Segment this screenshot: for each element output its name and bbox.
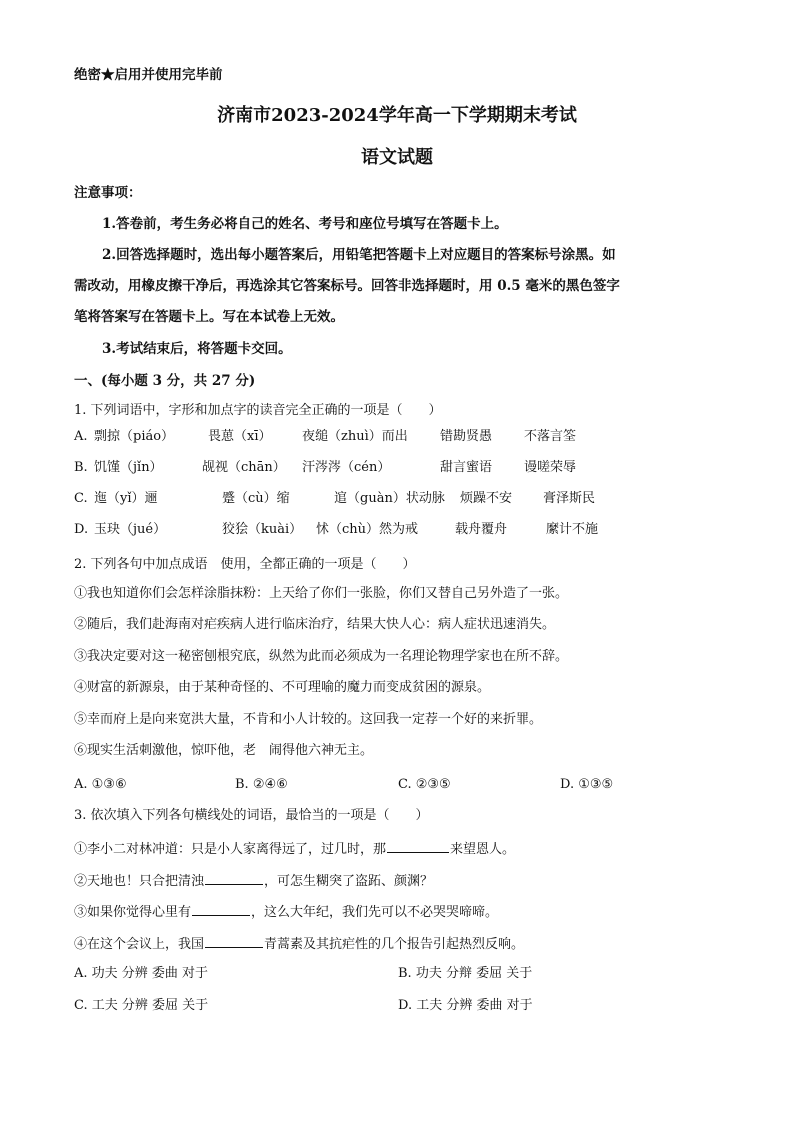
- notes-heading: 注意事项：: [74, 185, 142, 201]
- q3-sentence-4: [74, 934, 524, 954]
- q1-option-b-item: 谩嗟荣辱: [524, 460, 577, 475]
- q2-option-a: A. ①③⑥: [74, 777, 127, 792]
- q1-option-b-item: 饥馑（jǐn）: [94, 460, 163, 475]
- q1-option-a-item: 不落言筌: [524, 429, 577, 444]
- q3-sentence-1: [74, 839, 515, 859]
- q1-option-b-item: 觇视（chān）: [202, 460, 286, 475]
- exam-subtitle: 语文试题: [361, 147, 433, 168]
- q3-option-c: C. 工夫 分辨 委屈 关于: [74, 998, 209, 1013]
- q3-blank-3: [192, 902, 250, 916]
- notes-item-2-line-2: 需改动，用橡皮擦干净后，再选涂其它答案标号。回答非选择题时，用 0.5 毫米的黑色签字: [74, 278, 620, 294]
- notes-item-2-line-1: 2.回答选择题时，选出每小题答案后，用铅笔把答题卡上对应题目的答案标号涂黑。如: [102, 247, 616, 263]
- q3-sentence-3-pre: ③如果你觉得心里有: [74, 905, 192, 920]
- q1-stem: 1. 下列词语中，字形和加点字的读音完全正确的一项是（ ）: [74, 403, 442, 418]
- confidential-label: 绝密★启用并使用完毕前: [74, 67, 223, 83]
- q3-option-d: D. 工夫 分辨 委曲 对于: [398, 998, 533, 1013]
- q1-option-c-item: 烦躁不安: [460, 491, 513, 506]
- q3-sentence-3-post: ，这么大年纪，我们先可以不必哭哭啼啼。: [251, 905, 499, 920]
- q2-sentence: ②随后，我们赴海南对疟疾病人进行临床治疗，结果大快人心：病人症状迅速消失。: [74, 617, 556, 632]
- q1-option-d-item: 狡狯（kuài）: [222, 522, 303, 537]
- q2-sentence: ③我决定要对这一秘密刨根究底，纵然为此而必须成为一名理论物理学家也在所不辞。: [74, 649, 569, 664]
- q1-option-a-item: 剽掠（piáo）: [94, 429, 175, 444]
- notes-item-3: 3.考试结束后，将答题卡交回。: [102, 341, 292, 357]
- q1-option-a-item: 夜缒（zhuì）而出: [302, 429, 408, 444]
- q3-sentence-1-post: 来望恩人。: [450, 842, 516, 857]
- exam-title: 济南市2023-2024学年高一下学期期末考试: [217, 105, 577, 126]
- q3-sentence-4-post: 青蒿素及其抗疟性的几个报告引起热烈反响。: [264, 937, 525, 952]
- q3-sentence-1-pre: ①李小二对林冲道：只是小人家离得远了，过几时，那: [74, 842, 387, 857]
- q1-option-c-item: 蹙（cù）缩: [222, 491, 290, 506]
- q1-option-d-item: 载舟覆舟: [455, 522, 508, 537]
- q1-option-c-label: C.: [74, 491, 88, 506]
- q1-option-d-item: 怵（chù）然为戒: [316, 522, 419, 537]
- section-1-heading: 一、(每小题 3 分，共 27 分): [74, 373, 256, 389]
- q2-sentence: ①我也知道你们会怎样涂脂抹粉：上天给了你们一张脸，你们又替自己另外造了一张。: [74, 586, 569, 601]
- q3-sentence-2-pre: ②天地也！只合把清浊: [74, 874, 205, 889]
- q3-sentence-4-pre: ④在这个会议上，我国: [74, 937, 205, 952]
- q3-blank-2: [205, 871, 263, 885]
- q1-option-c-item: 逭（guàn）状动脉: [334, 491, 445, 506]
- q1-option-d-item: 玉玦（jué）: [94, 522, 167, 537]
- q3-sentence-2-post: ，可怎生糊突了盗跖、颜渊？: [264, 874, 434, 889]
- q2-option-c: C. ②③⑤: [398, 777, 451, 792]
- q1-option-b-item: 甜言蜜语: [440, 460, 493, 475]
- q1-option-c-item: 膏泽斯民: [543, 491, 596, 506]
- q1-option-d-item: 縻计不施: [546, 522, 599, 537]
- q1-option-a-item: 畏葸（xī）: [208, 429, 272, 444]
- q3-stem: 3. 依次填入下列各句横线处的词语，最恰当的一项是（ ）: [74, 808, 429, 823]
- q1-option-a-label: A.: [74, 429, 88, 444]
- q2-stem: 2. 下列各句中加点成语 使用，全都正确的一项是（ ）: [74, 557, 416, 572]
- q3-option-b: B. 功夫 分辩 委屈 关于: [398, 966, 533, 981]
- notes-item-1: 1.答卷前，考生务必将自己的姓名、考号和座位号填写在答题卡上。: [102, 216, 508, 232]
- q2-option-b: B. ②④⑥: [235, 777, 288, 792]
- q2-option-d: D. ①③⑤: [560, 777, 614, 792]
- q2-sentence: ④财富的新源泉，由于某种奇怪的、不可理喻的魔力而变成贫困的源泉。: [74, 680, 491, 695]
- q2-sentence: ⑤幸而府上是向来宽洪大量，不肯和小人计较的。这回我一定荐一个好的来折罪。: [74, 712, 543, 727]
- q3-sentence-2: [74, 871, 433, 891]
- q1-option-b-item: 汗涔涔（cén）: [302, 460, 391, 475]
- q2-sentence: ⑥现实生活刺激他，惊吓他，老 闹得他六神无主。: [74, 743, 374, 758]
- q1-option-b-label: B.: [74, 460, 88, 475]
- q3-option-a: A. 功夫 分辨 委曲 对于: [74, 966, 209, 981]
- q1-option-c-item: 迤（yǐ）逦: [94, 491, 158, 506]
- notes-item-2-line-3: 笔将答案写在答题卡上。写在本试卷上无效。: [74, 309, 344, 325]
- q3-blank-4: [205, 934, 263, 948]
- q1-option-d-label: D.: [74, 522, 89, 537]
- q3-blank-1: [387, 839, 449, 853]
- q1-option-a-item: 错勘贤愚: [440, 429, 493, 444]
- q3-sentence-3: [74, 902, 498, 922]
